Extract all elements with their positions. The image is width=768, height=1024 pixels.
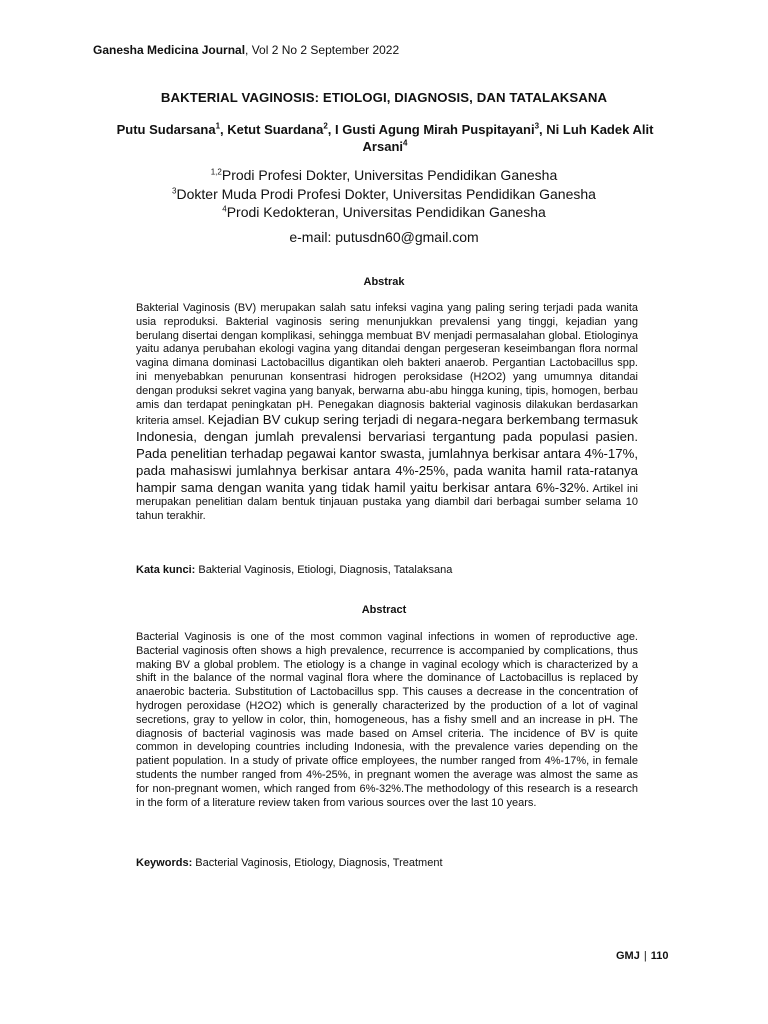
author-name: , Ni Luh Kadek Alit Arsani (362, 122, 654, 154)
affiliation-line (0, 166, 768, 185)
page-number: 110 (650, 950, 669, 962)
affiliation-line (0, 203, 768, 222)
journal-name: Ganesha Medicina Journal (93, 43, 246, 57)
contact-email: e-mail: putusdn60@gmail.com (289, 229, 479, 245)
abstrak-text-part: Bakterial Vaginosis (BV) merupakan salah satu infeksi vagina yang paling sering terjadi pada wanita usia reproduksi. Bakterial vaginosis sering menunjukkan prevalensi yang tinggi, kejadian yang berulang disertai dengan komplikasi, sehingga membuat BV menjadi permasalahan global. Etiologinya yaitu adanya perubahan ekologi vagina yang ditandai dengan pergeseran keseimbangan flora normal vagina dimana dominasi Lactobacillus digantikan oleh bakteri anaerob. Pergantian Lactobacillus spp. ini menyebabkan penurunan konsentrasi hidrogen peroksidase (H2O2) yang umumnya ditandai dengan produksi sekret vagina yang banyak, berwarna abu-abu hingga kuning, tipis, homogen, berbau amis dan terdapat peningkatan pH. Penegakan diagnosis bakterial vaginosis dilakukan berdasarkan kriteria amsel. (136, 302, 638, 428)
author-name: , I Gusti Agung Mirah Puspitayani (327, 122, 535, 137)
keywords-value: Bacterial Vaginosis, Etiology, Diagnosis, Treatment (192, 857, 443, 869)
author-superscript: 3 (534, 121, 540, 131)
affiliation-text: Prodi Profesi Dokter, Universitas Pendidikan Ganesha (221, 167, 558, 183)
page-footer (616, 950, 668, 962)
affiliation-text: Dokter Muda Prodi Profesi Dokter, Universitas Pendidikan Ganesha (176, 185, 596, 202)
affiliations (0, 166, 768, 222)
author-superscript: 1 (215, 121, 221, 131)
author-list (95, 121, 675, 155)
affiliation-line (0, 185, 768, 204)
abstrak-text-part: Kejadian BV cukup sering terjadi di negara-negara berkembang termasuk Indonesia, dengan jumlah prevalensi bervariasi tergantung pada populasi pasien. Pada penelitian terhadap pegawai kantor swasta, jumlahnya berkisar antara 4%-17%, pada mahasiswi jumlahnya berkisar antara 4%-25%, pada wanita hamil rata-ratanya hampir sama dengan wanita yang tidak hamil yaitu berkisar antara 6%-32%. (136, 412, 638, 495)
footer-journal-abbr: GMJ (616, 950, 640, 962)
kata-kunci-label: Kata kunci: (136, 564, 196, 576)
abstrak-body (136, 302, 638, 524)
journal-header (93, 43, 399, 57)
footer-separator: | (643, 950, 647, 962)
author-superscript: 4 (403, 138, 408, 148)
abstrak-heading: Abstrak (363, 276, 405, 288)
affiliation-superscript: 1,2 (210, 167, 222, 177)
affiliation-text: Prodi Kedokteran, Universitas Pendidikan Ganesha (226, 204, 546, 220)
author-name: , Ketut Suardana (220, 122, 324, 137)
affiliation-superscript: 4 (222, 204, 227, 214)
author-name: Putu Sudarsana (116, 122, 216, 137)
kata-kunci (136, 564, 452, 576)
paper-title: BAKTERIAL VAGINOSIS: ETIOLOGI, DIAGNOSIS, DAN TATALAKSANA (160, 90, 608, 105)
abstract-heading: Abstract (361, 604, 407, 616)
author-superscript: 2 (323, 121, 328, 131)
keywords-label: Keywords: (136, 857, 193, 869)
affiliation-superscript: 3 (172, 185, 177, 195)
journal-issue: , Vol 2 No 2 September 2022 (245, 43, 400, 57)
abstract-body: Bacterial Vaginosis is one of the most common vaginal infections in women of reproductive age. Bacterial vaginosis often shows a high prevalence, recurrence is accompanied by complications, thus making BV a global problem. The etiology is a change in vaginal ecology which is characterized by a shift in the balance of the normal vaginal flora where the dominance of Lactobacillus is replaced by anaerobic bacteria. Substitution of Lactobacillus spp. This causes a decrease in the concentration of hydrogen peroxidase (H2O2) which is generally characterized by the production of a lot of vaginal secretions, gray to yellow in color, thin, homogeneous, has a fishy smell and an increase in pH. The diagnosis of bacterial vaginosis was made based on Amsel criteria. The incidence of BV is quite common in developing countries including Indonesia, with the prevalence varies depending on the patient population. In a study of private office employees, the number ranged from 4%-17%, in female students the number ranged from 4%-25%, in pregnant women the average was almost the same as for non-pregnant women, which ranged from 6%-32%.The methodology of this research is a research in the form of a literature review taken from various sources over the last 10 years. (136, 631, 638, 809)
kata-kunci-value: Bakterial Vaginosis, Etiologi, Diagnosis, Tatalaksana (195, 564, 453, 576)
abstrak-text-part: Artikel ini merupakan penelitian dalam bentuk tinjauan pustaka yang diambil dari berbagai sumber selama 10 tahun terakhir. (136, 482, 638, 523)
keywords (136, 857, 443, 869)
